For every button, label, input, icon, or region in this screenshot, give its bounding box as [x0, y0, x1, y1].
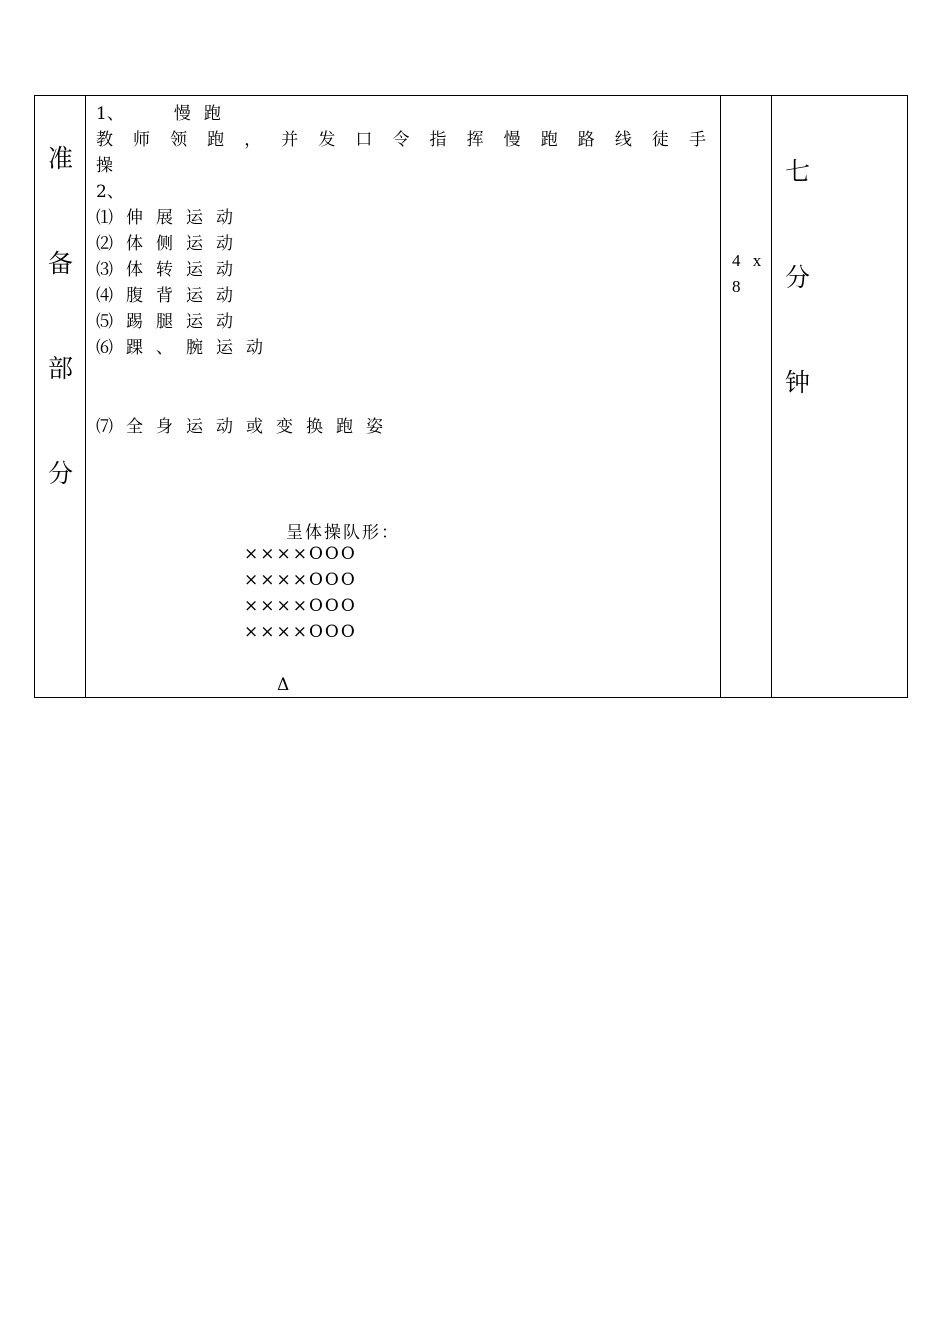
- time-char: 钟: [785, 368, 811, 397]
- section-char: 分: [47, 459, 73, 488]
- section-char: 备: [47, 249, 73, 278]
- item1-description-cont: 操: [96, 156, 113, 176]
- item1-description: 教师领跑，并发口令指挥慢跑路线徒手: [96, 130, 706, 150]
- lesson-table: [34, 95, 908, 698]
- formation-row: ××××OOO: [244, 570, 357, 590]
- formation-title: 呈体操队形：: [286, 523, 400, 543]
- item1-heading: [96, 99, 234, 124]
- exercise-item: ⑴伸展运动: [96, 208, 246, 228]
- formation-row: ××××OOO: [244, 596, 357, 616]
- section-char: 准: [47, 144, 73, 173]
- section-char: 部: [47, 354, 73, 383]
- exercise-item: ⑺全身运动或变换跑姿: [96, 417, 396, 437]
- content-cell: [87, 96, 720, 697]
- exercise-item: ⑸踢腿运动: [96, 312, 246, 332]
- time-cell: [773, 96, 909, 697]
- column-divider: [771, 96, 772, 697]
- item1-label: 1、: [96, 104, 124, 124]
- count-line: 4 x: [732, 251, 766, 270]
- section-label-cell: [35, 96, 86, 697]
- time-char: 七: [785, 157, 811, 186]
- count-cell: [721, 96, 771, 697]
- exercise-item: ⑵体侧运动: [96, 234, 246, 254]
- time-char: 分: [785, 263, 811, 292]
- formation-row: ××××OOO: [244, 544, 357, 564]
- exercise-item: ⑷腹背运动: [96, 286, 246, 306]
- formation-row: ××××OOO: [244, 622, 357, 642]
- item2-label: 2、: [96, 182, 124, 202]
- item1-title: 慢跑: [173, 104, 234, 124]
- count-line: 8: [732, 277, 741, 296]
- teacher-marker: Δ: [277, 675, 292, 695]
- exercise-item: ⑶体转运动: [96, 260, 246, 280]
- exercise-item: ⑹踝、腕运动: [96, 338, 276, 358]
